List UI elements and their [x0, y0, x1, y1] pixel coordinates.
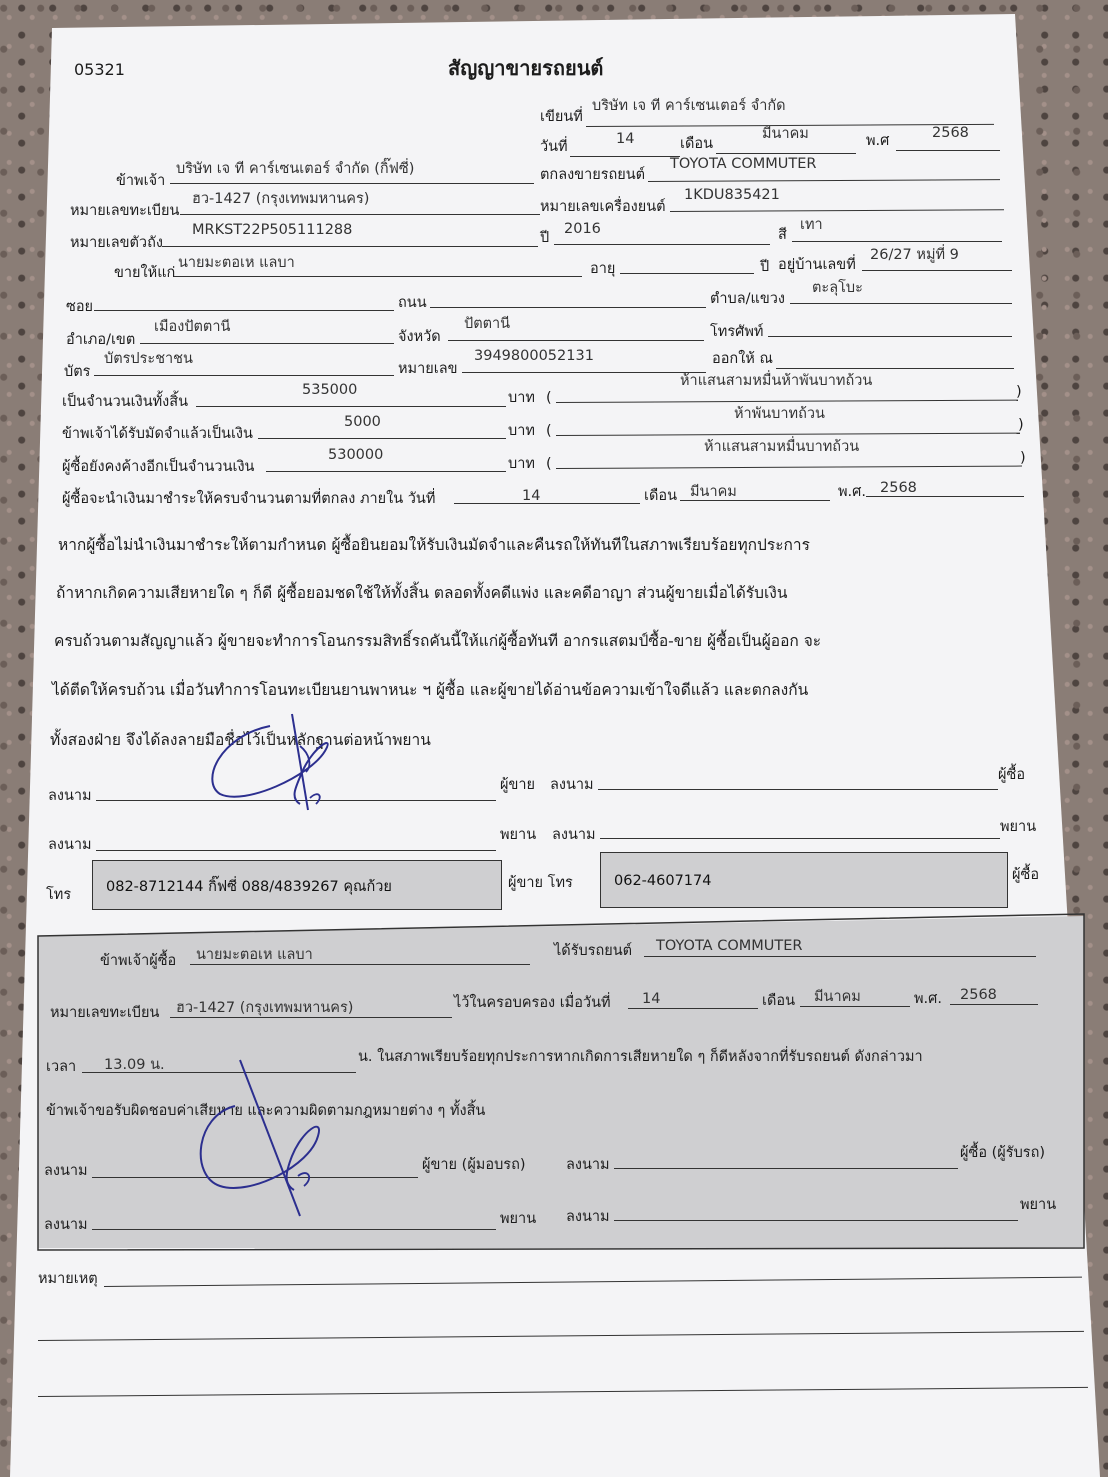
total-text-value: ห้าแสนสามหมื่นห้าพันบาทถ้วน [680, 373, 873, 389]
receipt-time-label: เวลา [46, 1059, 77, 1075]
remain-open-paren: ( [546, 456, 552, 472]
seller-phone-label: ผู้ขาย โทร [508, 875, 573, 891]
pay-day-value: 14 [522, 488, 541, 504]
remain-close-paren: ) [1020, 450, 1026, 466]
phone-label: โทรศัพท์ [710, 324, 764, 340]
receipt-month-label: เดือน [762, 993, 795, 1009]
buyer-phone-value: 062-4607174 [614, 873, 712, 889]
i-label: ข้าพเจ้า [116, 173, 166, 189]
total-close-paren: ) [1016, 384, 1022, 400]
terms-line-3: ครบถ้วนตามสัญญาแล้ว ผู้ขายจะทำการโอนกรรมสิทธิ์รถคันนี้ให้แก่ผู้ซื้อทันที อากรแสตมป์ซื้อ-ขาย ผู้ซื้อเป็นผู้ออก จะ [54, 632, 822, 650]
seller-signature-2 [190, 1056, 340, 1220]
road-label: ถนน [398, 295, 427, 311]
receipt-reg-label: หมายเลขทะเบียน [50, 1005, 160, 1021]
remain-baht-label: บาท [508, 456, 535, 472]
receipt-witness1-label: พยาน [500, 1211, 537, 1227]
chassis-label: หมายเลขตัวถัง [70, 235, 163, 251]
pay-month-value: มีนาคม [690, 484, 737, 500]
total-open-paren: ( [546, 390, 552, 406]
year-label: พ.ศ [866, 133, 890, 149]
receipt-car-line [644, 956, 1036, 957]
receipt-reg-value: ฮว-1427 (กรุงเทพมหานคร) [176, 1000, 354, 1016]
sell-to-label: ขายให้แก่ [114, 265, 176, 281]
deposit-text-value: ห้าพันบาทถ้วน [734, 406, 825, 422]
buyer-value: นายมะตอเห แลบา [178, 255, 295, 271]
witness2-label: พยาน [1000, 819, 1037, 835]
remain-label: ผู้ซื้อยังคงค้างอีกเป็นจำนวนเงิน [62, 459, 255, 475]
receipt-sign-label-3: ลงนาม [44, 1217, 88, 1233]
seller-sign-label: ผู้ขาย [500, 777, 536, 793]
deposit-open-paren: ( [546, 423, 552, 439]
chassis-value: MRKST22P505111288 [192, 222, 353, 238]
terms-line-5: ทั้งสองฝ่าย จึงได้ลงลายมือชื่อไว้เป็นหลักฐานต่อหน้าพยาน [50, 731, 431, 749]
document-title: สัญญาขายรถยนต์ [448, 56, 604, 80]
month-label: เดือน [680, 136, 713, 152]
district-value: เมืองปัตตานี [154, 319, 231, 335]
receipt-sign-label-1: ลงนาม [44, 1163, 88, 1179]
sign-label-4: ลงนาม [552, 827, 596, 843]
receipt-year-label: พ.ศ. [914, 991, 942, 1007]
month-value: มีนาคม [762, 126, 809, 142]
seller-signature-1 [200, 706, 360, 816]
receipt-sign-label-2: ลงนาม [566, 1157, 610, 1173]
receipt-sign-label-4: ลงนาม [566, 1209, 610, 1225]
remain-text-value: ห้าแสนสามหมื่นบาทถ้วน [704, 439, 860, 455]
receipt-responsibility-text: ข้าพเจ้าขอรับผิดชอบค่าเสียหาย และความผิดตามกฎหมายต่าง ๆ ทั้งสิ้น [46, 1103, 486, 1119]
receipt-witness2-label: พยาน [1020, 1197, 1057, 1213]
receipt-buyer-line [190, 964, 530, 965]
remarks-label: หมายเหตุ [38, 1271, 98, 1287]
seller-value: บริษัท เจ ที คาร์เซนเตอร์ จำกัด (กิ๊ฟซี่) [176, 161, 415, 177]
receipt-condition-text: น. ในสภาพเรียบร้อยทุกประการหากเกิดการเสียหายใด ๆ ก็ดีหลังจากที่รับรถยนต์ ดังกล่าวมา [358, 1049, 923, 1065]
terms-line-4: ได้ตีดให้ครบถ้วน เมื่อวันทำการโอนทะเบียนยานพาหนะ ฯ ผู้ซื้อ และผู้ขายได้อ่านข้อความเข้าใจดีแล้ว และตกลงกัน [52, 681, 809, 699]
deposit-label: ข้าพเจ้าได้รับมัดจำแล้วเป็นเงิน [62, 426, 253, 442]
agree-sell-label: ตกลงขายรถยนต์ [540, 167, 646, 183]
total-value: 535000 [302, 382, 358, 398]
receipt-day-line [628, 1008, 758, 1009]
deposit-value: 5000 [344, 414, 381, 430]
issued-at-label: ออกให้ ณ [712, 351, 773, 367]
color-value: เทา [800, 217, 823, 233]
witness1-label: พยาน [500, 827, 537, 843]
deposit-close-paren: ) [1018, 417, 1024, 433]
receipt-possession-label: ไว้ในครอบครอง เมื่อวันที่ [454, 995, 611, 1011]
card-number-value: 3949800052131 [474, 348, 594, 364]
date-label: วันที่ [540, 139, 568, 155]
pay-year-value: 2568 [880, 480, 917, 496]
terms-line-1: หากผู้ซื้อไม่นำเงินมาชำระให้ตามกำหนด ผู้ซื้อยินยอมให้รับเงินมัดจำและคืนรถให้ทันทีในสภาพเรียบร้อยทุกประการ [58, 536, 810, 554]
receipt-buyer-receiver-label: ผู้ซื้อ (ผู้รับรถ) [960, 1145, 1046, 1161]
card-label: บัตร [64, 364, 91, 380]
deposit-baht-label: บาท [508, 423, 535, 439]
district-label: อำเภอ/เขต [66, 332, 136, 348]
province-label: จังหวัด [398, 329, 441, 345]
color-label: สี [778, 227, 787, 243]
receipt-reg-line [170, 1017, 452, 1018]
total-baht-label: บาท [508, 390, 535, 406]
receipt-seller-giver-label: ผู้ขาย (ผู้มอบรถ) [422, 1157, 526, 1173]
car-year-value: 2016 [564, 221, 601, 237]
receipt-buyer-value: นายมะตอเห แลบา [196, 947, 313, 963]
car-year-label: ปี [540, 230, 550, 246]
pay-within-label: ผู้ซื้อจะนำเงินมาชำระให้ครบจำนวนตามที่ตกลง ภายใน วันที่ [62, 491, 436, 507]
age-label: อายุ [590, 261, 616, 277]
written-at-value: บริษัท เจ ที คาร์เซนเตอร์ จำกัด [592, 98, 786, 114]
seller-phone-value: 082-8712144 กิ๊ฟซี่ 088/4839267 คุณก้วย [106, 879, 392, 895]
sign-label-3: ลงนาม [48, 837, 92, 853]
phone-label-seller: โทร [46, 887, 72, 903]
total-label: เป็นจำนวนเงินทั้งสิ้น [62, 394, 189, 410]
subdistrict-label: ตำบล/แขวง [710, 291, 786, 307]
buyer-sign-label: ผู้ซื้อ [998, 767, 1026, 783]
receipt-i-buyer-label: ข้าพเจ้าผู้ซื้อ [100, 953, 177, 969]
number-label: หมายเลข [398, 361, 458, 377]
receipt-witness2-line [614, 1220, 1018, 1221]
receipt-time-value: 13.09 น. [104, 1057, 165, 1073]
reg-value: ฮว-1427 (กรุงเทพมหานคร) [192, 191, 370, 207]
receipt-received-label: ได้รับรถยนต์ [554, 943, 633, 959]
remain-value: 530000 [328, 447, 384, 463]
soi-label: ซอย [66, 299, 94, 315]
engine-value: 1KDU835421 [684, 187, 780, 203]
age-year-label: ปี [760, 259, 770, 275]
document-number: 05321 [74, 60, 125, 79]
pay-month-label: เดือน [644, 488, 677, 504]
receipt-year-value: 2568 [960, 987, 997, 1003]
receipt-car-value: TOYOTA COMMUTER [656, 938, 803, 954]
subdistrict-value: ตะลุโบะ [812, 280, 863, 296]
written-at-label: เขียนที่ [540, 109, 583, 125]
sign-label-2: ลงนาม [550, 777, 594, 793]
year-value: 2568 [932, 125, 969, 141]
engine-label: หมายเลขเครื่องยนต์ [540, 199, 666, 215]
car-model-value: TOYOTA COMMUTER [670, 156, 817, 172]
receipt-witness1-line [92, 1229, 496, 1230]
address-label: อยู่บ้านเลขที่ [778, 257, 856, 273]
reg-label: หมายเลขทะเบียน [70, 203, 180, 219]
pay-year-label: พ.ศ. [838, 484, 866, 500]
receipt-month-value: มีนาคม [814, 989, 861, 1005]
terms-line-2: ถ้าหากเกิดความเสียหายใด ๆ ก็ดี ผู้ซื้อยอมชดใช้ให้ทั้งสิ้น ตลอดทั้งคดีแพ่ง และคดีอาญา ส่วนผู้ขายเมื่อได้รับเงิน [56, 584, 788, 602]
province-value: ปัตตานี [464, 316, 511, 332]
house-no-value: 26/27 หมู่ที่ 9 [870, 247, 959, 263]
receipt-day-value: 14 [642, 991, 661, 1007]
receipt-buyer-sign-line [614, 1168, 958, 1169]
card-type-value: บัตรประชาชน [104, 351, 193, 367]
receipt-year-line [950, 1004, 1038, 1005]
receipt-month-line [800, 1006, 910, 1007]
date-value: 14 [616, 131, 635, 147]
buyer-phone-label: ผู้ซื้อ [1012, 867, 1040, 883]
sign-label-1: ลงนาม [48, 788, 92, 804]
